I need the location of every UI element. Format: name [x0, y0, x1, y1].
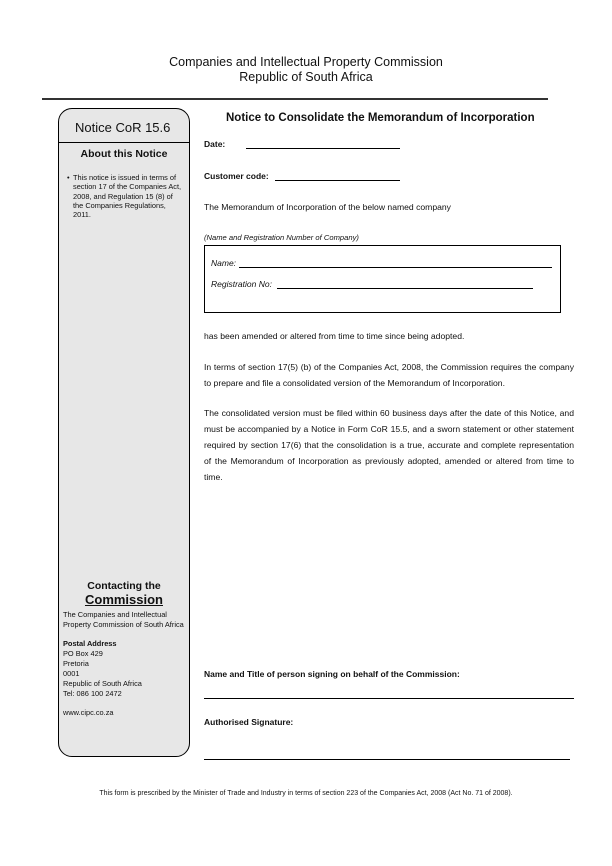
sidebar-divider — [59, 142, 189, 143]
intro-text: The Memorandum of Incorporation of the below named company — [204, 202, 451, 212]
customer-code-label: Customer code: — [204, 171, 269, 181]
header-commission-name: Companies and Intellectual Property Commission — [169, 55, 443, 69]
header-country: Republic of South Africa — [239, 70, 373, 84]
amended-text: has been amended or altered from time to time since being adopted. — [204, 331, 465, 341]
page-header — [0, 55, 612, 85]
postal-line: Tel: 086 100 2472 — [63, 689, 122, 698]
contact-title-line1: Contacting the — [87, 580, 161, 592]
registration-number-field[interactable] — [277, 288, 533, 289]
company-caption: (Name and Registration Number of Company) — [204, 233, 359, 242]
contact-details — [63, 610, 189, 718]
date-label: Date: — [204, 139, 226, 149]
about-text-block — [67, 173, 185, 220]
name-label: Name: — [211, 258, 237, 268]
website-link[interactable]: www.cipc.co.za — [63, 708, 114, 717]
consolidated-text: The consolidated version must be filed within 60 business days after the date of this Notice, and must be accompanied by a Notice in Form CoR 15.5, and a sworn statement or other statement required by section 17(6) that the consolidation is a true, accurate and complete representation of the Memorandum of Incorporation as previously adopted, amended or altered from time to time. — [204, 408, 574, 482]
signer-label: Name and Title of person signing on behalf of the Commission: — [204, 669, 460, 679]
terms-text: In terms of section 17(5) (b) of the Companies Act, 2008, the Commission requires the company to prepare and file a consolidated version of the Memorandum of Incorporation. — [204, 362, 574, 388]
company-details-box — [204, 245, 561, 313]
postal-line: Pretoria — [63, 659, 89, 668]
contact-title-line2: Commission — [84, 592, 163, 607]
bullet-icon: • — [67, 173, 70, 182]
contact-title — [59, 580, 189, 606]
postal-line: Republic of South Africa — [63, 679, 142, 688]
postal-heading: Postal Address — [63, 639, 117, 648]
signature-field[interactable] — [204, 759, 570, 760]
footer-text: This form is prescribed by the Minister of Trade and Industry in terms of section 223 of the Companies Act, 2008 (Act No. 71 of 2008). — [99, 790, 513, 797]
notice-code: Notice CoR 15.6 — [75, 120, 171, 135]
postal-line: 0001 — [63, 669, 80, 678]
company-name-field[interactable] — [239, 267, 552, 268]
signer-name-field[interactable] — [204, 698, 574, 699]
date-field[interactable] — [246, 148, 400, 149]
org-name: The Companies and Intellectual Property Commission of South Africa — [63, 610, 184, 629]
customer-code-field[interactable] — [275, 180, 400, 181]
form-title: Notice to Consolidate the Memorandum of Incorporation — [226, 112, 535, 124]
about-title: About this Notice — [80, 148, 168, 160]
about-text: This notice is issued in terms of section 17 of the Companies Act, 2008, and Regulation 15 (8) of the Companies Regulations, 2011. — [73, 173, 182, 220]
header-rule — [42, 98, 548, 100]
registration-label: Registration No: — [211, 279, 272, 289]
signature-label: Authorised Signature: — [204, 717, 294, 727]
postal-line: PO Box 429 — [63, 649, 103, 658]
sidebar-panel — [58, 108, 190, 757]
